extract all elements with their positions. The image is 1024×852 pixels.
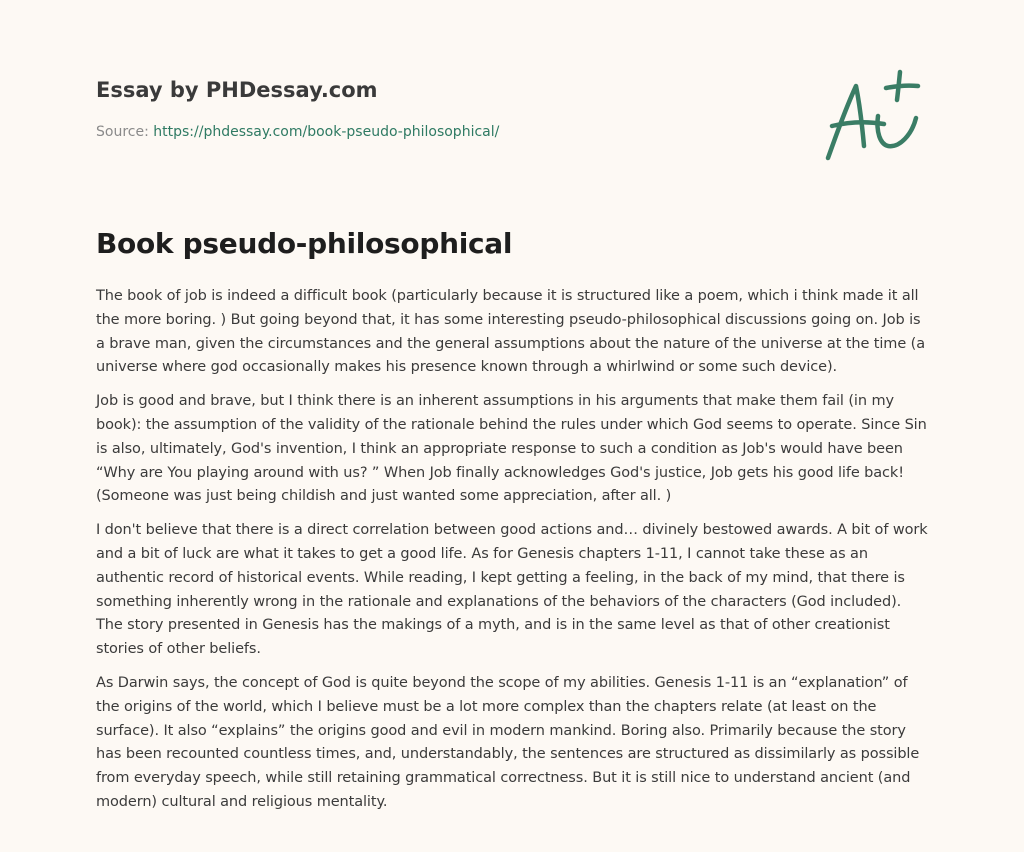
essay-title: Book pseudo-philosophical <box>96 227 513 260</box>
site-brand: Essay by PHDessay.com <box>96 78 378 102</box>
essay-paragraph: I don't believe that there is a direct correlation between good actions and… divinely bestowed awards. A bit of work and a bit of luck are what it takes to get a good life. As for Genesis chapters 1-11, I cannot take these as an authentic record of historical events. While reading, I kept getting a feeling, in the back of my mind, that there is something inherently wrong in the rationale and explanations of the behaviors of the characters (God included). The story presented in Genesis has the makings of a myth, and is in the same level as that of other creationist stories of other beliefs. <box>96 522 928 658</box>
source-label: Source: <box>96 124 154 140</box>
source-line <box>96 122 796 142</box>
essay-paragraph: Job is good and brave, but I think there is an inherent assumptions in his arguments that make them fail (in my book): the assumption of the validity of the rationale behind the rules under which God seems to operate. Since Sin is also, ultimately, God's invention, I think an appropriate response to such a condition as Job's would have been “Why are You playing around with us? ” When Job finally acknowledges God's justice, Job gets his good life back! (Someone was just being childish and just wanted some appreciation, after all. ) <box>96 393 927 505</box>
essay-paragraph: The book of job is indeed a difficult book (particularly because it is structured like a poem, which i think made it all the more boring. ) But going beyond that, it has some interesting pseudo-philosophical discussions going on. Job is a brave man, given the circumstances and the general assumptions about the nature of the universe at the time (a universe where god occasionally makes his presence known through a whirlwind or some such device). <box>96 288 926 376</box>
essay-body <box>96 285 930 825</box>
essay-paragraph: As Darwin says, the concept of God is quite beyond the scope of my abilities. Genesis 1-11 is an “explanation” of the origins of the world, which I believe must be a lot more complex than the chapters relate (at least on the surface). It also “explains” the origins good and evil in modern mankind. Boring also. Primarily because the story has been recounted countless times, and, understandably, the sentences are structured as dissimilarly as possible from everyday speech, while still retaining grammatical correctness. But it is still nice to understand ancient (and modern) cultural and religious mentality. <box>96 674 920 810</box>
a-plus-grade-icon <box>822 66 930 166</box>
source-link[interactable]: https://phdessay.com/book-pseudo-philosophical/ <box>153 124 500 140</box>
site-header <box>96 76 796 142</box>
